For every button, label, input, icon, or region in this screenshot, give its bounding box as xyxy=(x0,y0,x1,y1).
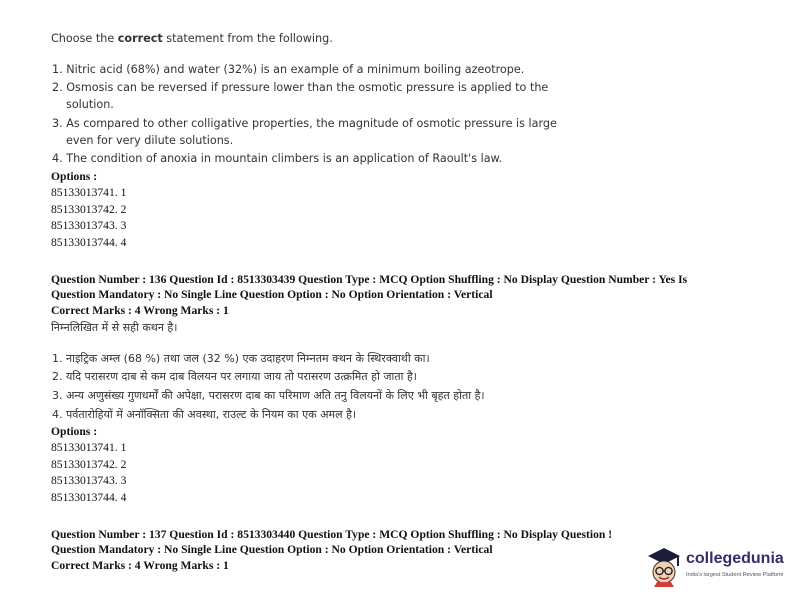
hindi-statement-2: 2. यदि परासरण दाब से कम दाब विलयन पर लगाया जाय तो परासरण उत्क्रमित हो जाता है। xyxy=(52,370,417,383)
option-136-1: 85133013741. 1 xyxy=(51,441,127,454)
question-137-meta-line-1: Question Number : 137 Question Id : 8513303440 Question Type : MCQ Option Shuffling : No Display Question ! xyxy=(51,528,613,541)
hindi-statement-1: 1. नाइट्रिक अम्ल (68 %) तथा जल (32 %) एक उदाहरण निम्नतम क्थन के स्थिरक्वाथी का। xyxy=(52,352,430,365)
option-4: 85133013744. 4 xyxy=(51,236,127,249)
question-136-meta-line-1: Question Number : 136 Question Id : 8513303439 Question Type : MCQ Option Shuffling : No Display Question Number : Yes Is xyxy=(51,273,688,286)
options-label: Options : xyxy=(51,170,98,183)
question-136-intro: निम्नलिखित में से सही कथन है। xyxy=(51,321,178,334)
question-135-intro xyxy=(51,32,333,45)
intro-text: Choose the xyxy=(51,32,118,45)
statement-2-cont: solution. xyxy=(66,98,114,111)
hindi-statement-3: 3. अन्य अणुसंख्य गुणधर्मों की अपेक्षा, परासरण दाब का परिमाण अति तनु विलयनों के लिए भी बृहत होता है। xyxy=(52,389,485,402)
intro-text-end: statement from the following. xyxy=(162,32,333,45)
statement-3: 3. As compared to other colligative properties, the magnitude of osmotic pressure is large xyxy=(52,117,557,130)
statement-4: 4. The condition of anoxia in mountain climbers is an application of Raoult's law. xyxy=(52,152,503,165)
logo-tagline: India's largest Student Review Platform xyxy=(686,572,784,578)
option-136-2: 85133013742. 2 xyxy=(51,458,127,471)
question-137-meta-line-2: Question Mandatory : No Single Line Question Option : No Option Orientation : Vertical xyxy=(51,543,493,556)
logo-name: collegedunia xyxy=(686,550,784,567)
hindi-statement-4: 4. पर्वतारोहियों में अनॉक्सिता की अवस्था, राउल्ट के नियम का एक अमल है। xyxy=(52,408,357,421)
graduate-icon xyxy=(644,544,684,590)
option-136-3: 85133013743. 3 xyxy=(51,474,127,487)
option-136-4: 85133013744. 4 xyxy=(51,491,127,504)
option-2: 85133013742. 2 xyxy=(51,203,127,216)
option-3: 85133013743. 3 xyxy=(51,219,127,232)
question-136-marks: Correct Marks : 4 Wrong Marks : 1 xyxy=(51,304,229,317)
collegedunia-logo xyxy=(644,544,784,592)
statement-3-cont: even for very dilute solutions. xyxy=(66,134,234,147)
statement-1: 1. Nitric acid (68%) and water (32%) is an example of a minimum boiling azeotrope. xyxy=(52,63,525,76)
question-137-marks: Correct Marks : 4 Wrong Marks : 1 xyxy=(51,559,229,572)
intro-bold-text: correct xyxy=(117,32,163,45)
statement-2: 2. Osmosis can be reversed if pressure lower than the osmotic pressure is applied to the xyxy=(52,81,549,94)
options-label-136: Options : xyxy=(51,425,98,438)
option-1: 85133013741. 1 xyxy=(51,186,127,199)
question-136-meta-line-2: Question Mandatory : No Single Line Question Option : No Option Orientation : Vertical xyxy=(51,288,493,301)
